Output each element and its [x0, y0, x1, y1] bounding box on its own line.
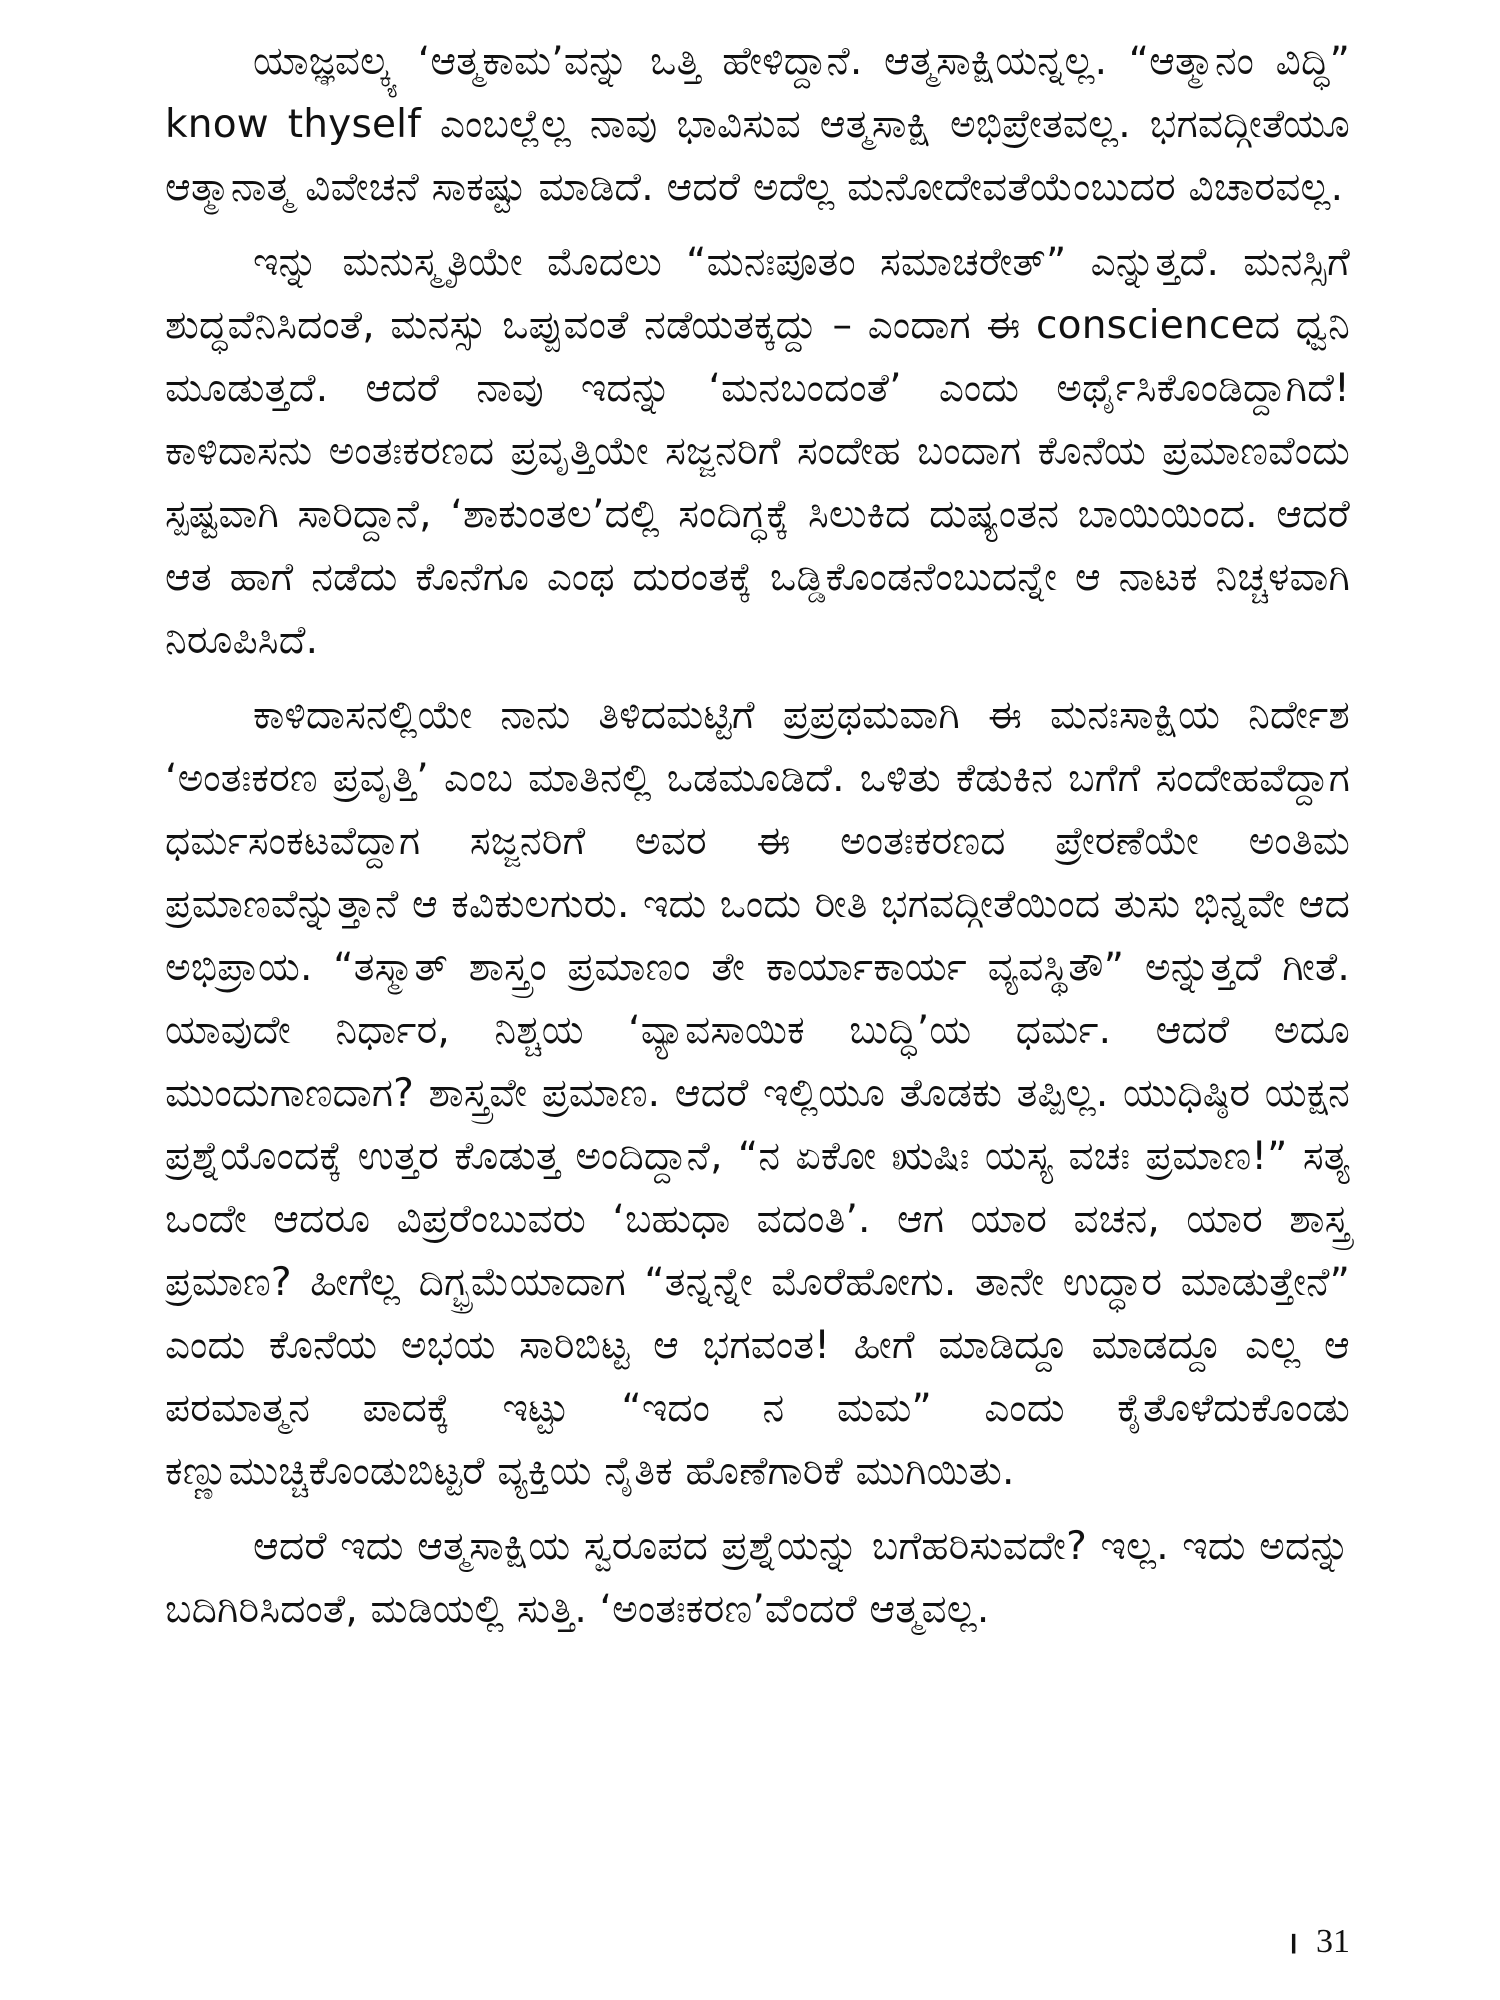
page-footer	[1287, 1921, 1350, 1962]
page-number: 31	[1316, 1922, 1350, 1960]
footer-separator: ।	[1286, 1927, 1298, 1960]
page-body	[165, 30, 1350, 1653]
paragraph-4: ಆದರೆ ಇದು ಆತ್ಮಸಾಕ್ಷಿಯ ಸ್ವರೂಪದ ಪ್ರಶ್ನೆಯನ್ನು ಬಗೆಹರಿಸುವದೇ? ಇಲ್ಲ. ಇದು ಅದನ್ನು ಬದಿಗಿರಿಸಿದಂತೆ, ಮಡಿಯಲ್ಲಿ ಸುತ್ತಿ. ‘ಅಂತಃಕರಣ’ವೆಂದರೆ ಆತ್ಮವಲ್ಲ.	[165, 1524, 1350, 1632]
paragraph-3: ಕಾಳಿದಾಸನಲ್ಲಿಯೇ ನಾನು ತಿಳಿದಮಟ್ಟಿಗೆ ಪ್ರಪ್ರಥಮವಾಗಿ ಈ ಮನಃಸಾಕ್ಷಿಯ ನಿರ್ದೇಶ ‘ಅಂತಃಕರಣ ಪ್ರವೃತ್ತಿ’ ಎಂಬ ಮಾತಿನಲ್ಲಿ ಒಡಮೂಡಿದೆ. ಒಳಿತು ಕೆಡುಕಿನ ಬಗೆಗೆ ಸಂದೇಹವೆದ್ದಾಗ ಧರ್ಮಸಂಕಟವೆದ್ದಾಗ ಸಜ್ಜನರಿಗೆ ಅವರ ಈ ಅಂತಃಕರಣದ ಪ್ರೇರಣೆಯೇ ಅಂತಿಮ ಪ್ರಮಾಣವೆನ್ನುತ್ತಾನೆ ಆ ಕವಿಕುಲಗುರು. ಇದು ಒಂದು ರೀತಿ ಭಗವದ್ಗೀತೆಯಿಂದ ತುಸು ಭಿನ್ನವೇ ಆದ ಅಭಿಪ್ರಾಯ. “ತಸ್ಮಾತ್ ಶಾಸ್ತ್ರಂ ಪ್ರಮಾಣಂ ತೇ ಕಾರ್ಯಾಕಾರ್ಯ ವ್ಯವಸ್ಥಿತೌ” ಅನ್ನುತ್ತದೆ ಗೀತೆ. ಯಾವುದೇ ನಿರ್ಧಾರ, ನಿಶ್ಚಯ ‘ವ್ಯಾವಸಾಯಿಕ ಬುದ್ಧಿ’ಯ ಧರ್ಮ. ಆದರೆ ಅದೂ ಮುಂದುಗಾಣದಾಗ? ಶಾಸ್ತ್ರವೇ ಪ್ರಮಾಣ. ಆದರೆ ಇಲ್ಲಿಯೂ ತೊಡಕು ತಪ್ಪಿಲ್ಲ. ಯುಧಿಷ್ಠಿರ ಯಕ್ಷನ ಪ್ರಶ್ನೆಯೊಂದಕ್ಕೆ ಉತ್ತರ ಕೊಡುತ್ತ ಅಂದಿದ್ದಾನೆ, “ನ ಏಕೋ ಋಷಿಃ ಯಸ್ಯ ವಚಃ ಪ್ರಮಾಣ!” ಸತ್ಯ ಒಂದೇ ಆದರೂ ವಿಪ್ರರೆಂಬುವರು ‘ಬಹುಧಾ ವದಂತಿ’. ಆಗ ಯಾರ ವಚನ, ಯಾರ ಶಾಸ್ತ್ರ ಪ್ರಮಾಣ? ಹೀಗೆಲ್ಲ ದಿಗ್ಭ್ರಮೆಯಾದಾಗ “ತನ್ನನ್ನೇ ಮೊರೆಹೋಗು. ತಾನೇ ಉದ್ಧಾರ ಮಾಡುತ್ತೇನೆ” ಎಂದು ಕೊನೆಯ ಅಭಯ ಸಾರಿಬಿಟ್ಟ ಆ ಭಗವಂತ! ಹೀಗೆ ಮಾಡಿದ್ದೂ ಮಾಡದ್ದೂ ಎಲ್ಲ ಆ ಪರಮಾತ್ಮನ ಪಾದಕ್ಕೆ ಇಟ್ಟು “ಇದಂ ನ ಮಮ” ಎಂದು ಕೈತೊಳೆದುಕೊಂಡು ಕಣ್ಣುಮುಚ್ಚಿಕೊಂಡುಬಿಟ್ಟರೆ ವ್ಯಕ್ತಿಯ ನೈತಿಕ ಹೊಣೆಗಾರಿಕೆ ಮುಗಿಯಿತು.	[165, 693, 1350, 1494]
paragraph-2: ಇನ್ನು ಮನುಸ್ಮೃತಿಯೇ ಮೊದಲು “ಮನಃಪೂತಂ ಸಮಾಚರೇತ್” ಎನ್ನುತ್ತದೆ. ಮನಸ್ಸಿಗೆ ಶುದ್ಧವೆನಿಸಿದಂತೆ, ಮನಸ್ಸು ಒಪ್ಪುವಂತೆ ನಡೆಯತಕ್ಕದ್ದು – ಎಂದಾಗ ಈ conscienceದ ಧ್ವನಿ ಮೂಡುತ್ತದೆ. ಆದರೆ ನಾವು ಇದನ್ನು ‘ಮನಬಂದಂತೆ’ ಎಂದು ಅರ್ಥೈಸಿಕೊಂಡಿದ್ದಾಗಿದೆ! ಕಾಳಿದಾಸನು ಅಂತಃಕರಣದ ಪ್ರವೃತ್ತಿಯೇ ಸಜ್ಜನರಿಗೆ ಸಂದೇಹ ಬಂದಾಗ ಕೊನೆಯ ಪ್ರಮಾಣವೆಂದು ಸ್ಪಷ್ಟವಾಗಿ ಸಾರಿದ್ದಾನೆ, ‘ಶಾಕುಂತಲ’ದಲ್ಲಿ ಸಂದಿಗ್ಧಕ್ಕೆ ಸಿಲುಕಿದ ದುಷ್ಯಂತನ ಬಾಯಿಯಿಂದ. ಆದರೆ ಆತ ಹಾಗೆ ನಡೆದು ಕೊನೆಗೂ ಎಂಥ ದುರಂತಕ್ಕೆ ಒಡ್ಡಿಕೊಂಡನೆಂಬುದನ್ನೇ ಆ ನಾಟಕ ನಿಚ್ಚಳವಾಗಿ ನಿರೂಪಿಸಿದೆ.	[165, 240, 1350, 663]
paragraph-1: ಯಾಜ್ಞವಲ್ಕ್ಯ ‘ಆತ್ಮಕಾಮ’ವನ್ನು ಒತ್ತಿ ಹೇಳಿದ್ದಾನೆ. ಆತ್ಮಸಾಕ್ಷಿಯನ್ನಲ್ಲ. “ಆತ್ಮಾನಂ ವಿದ್ಧಿ” know thyself ಎಂಬಲ್ಲೆಲ್ಲ ನಾವು ಭಾವಿಸುವ ಆತ್ಮಸಾಕ್ಷಿ ಅಭಿಪ್ರೇತವಲ್ಲ. ಭಗವದ್ಗೀತೆಯೂ ಆತ್ಮಾನಾತ್ಮ ವಿವೇಚನೆ ಸಾಕಷ್ಟು ಮಾಡಿದೆ. ಆದರೆ ಅದೆಲ್ಲ ಮನೋದೇವತೆಯೆಂಬುದರ ವಿಚಾರವಲ್ಲ.	[165, 39, 1350, 210]
